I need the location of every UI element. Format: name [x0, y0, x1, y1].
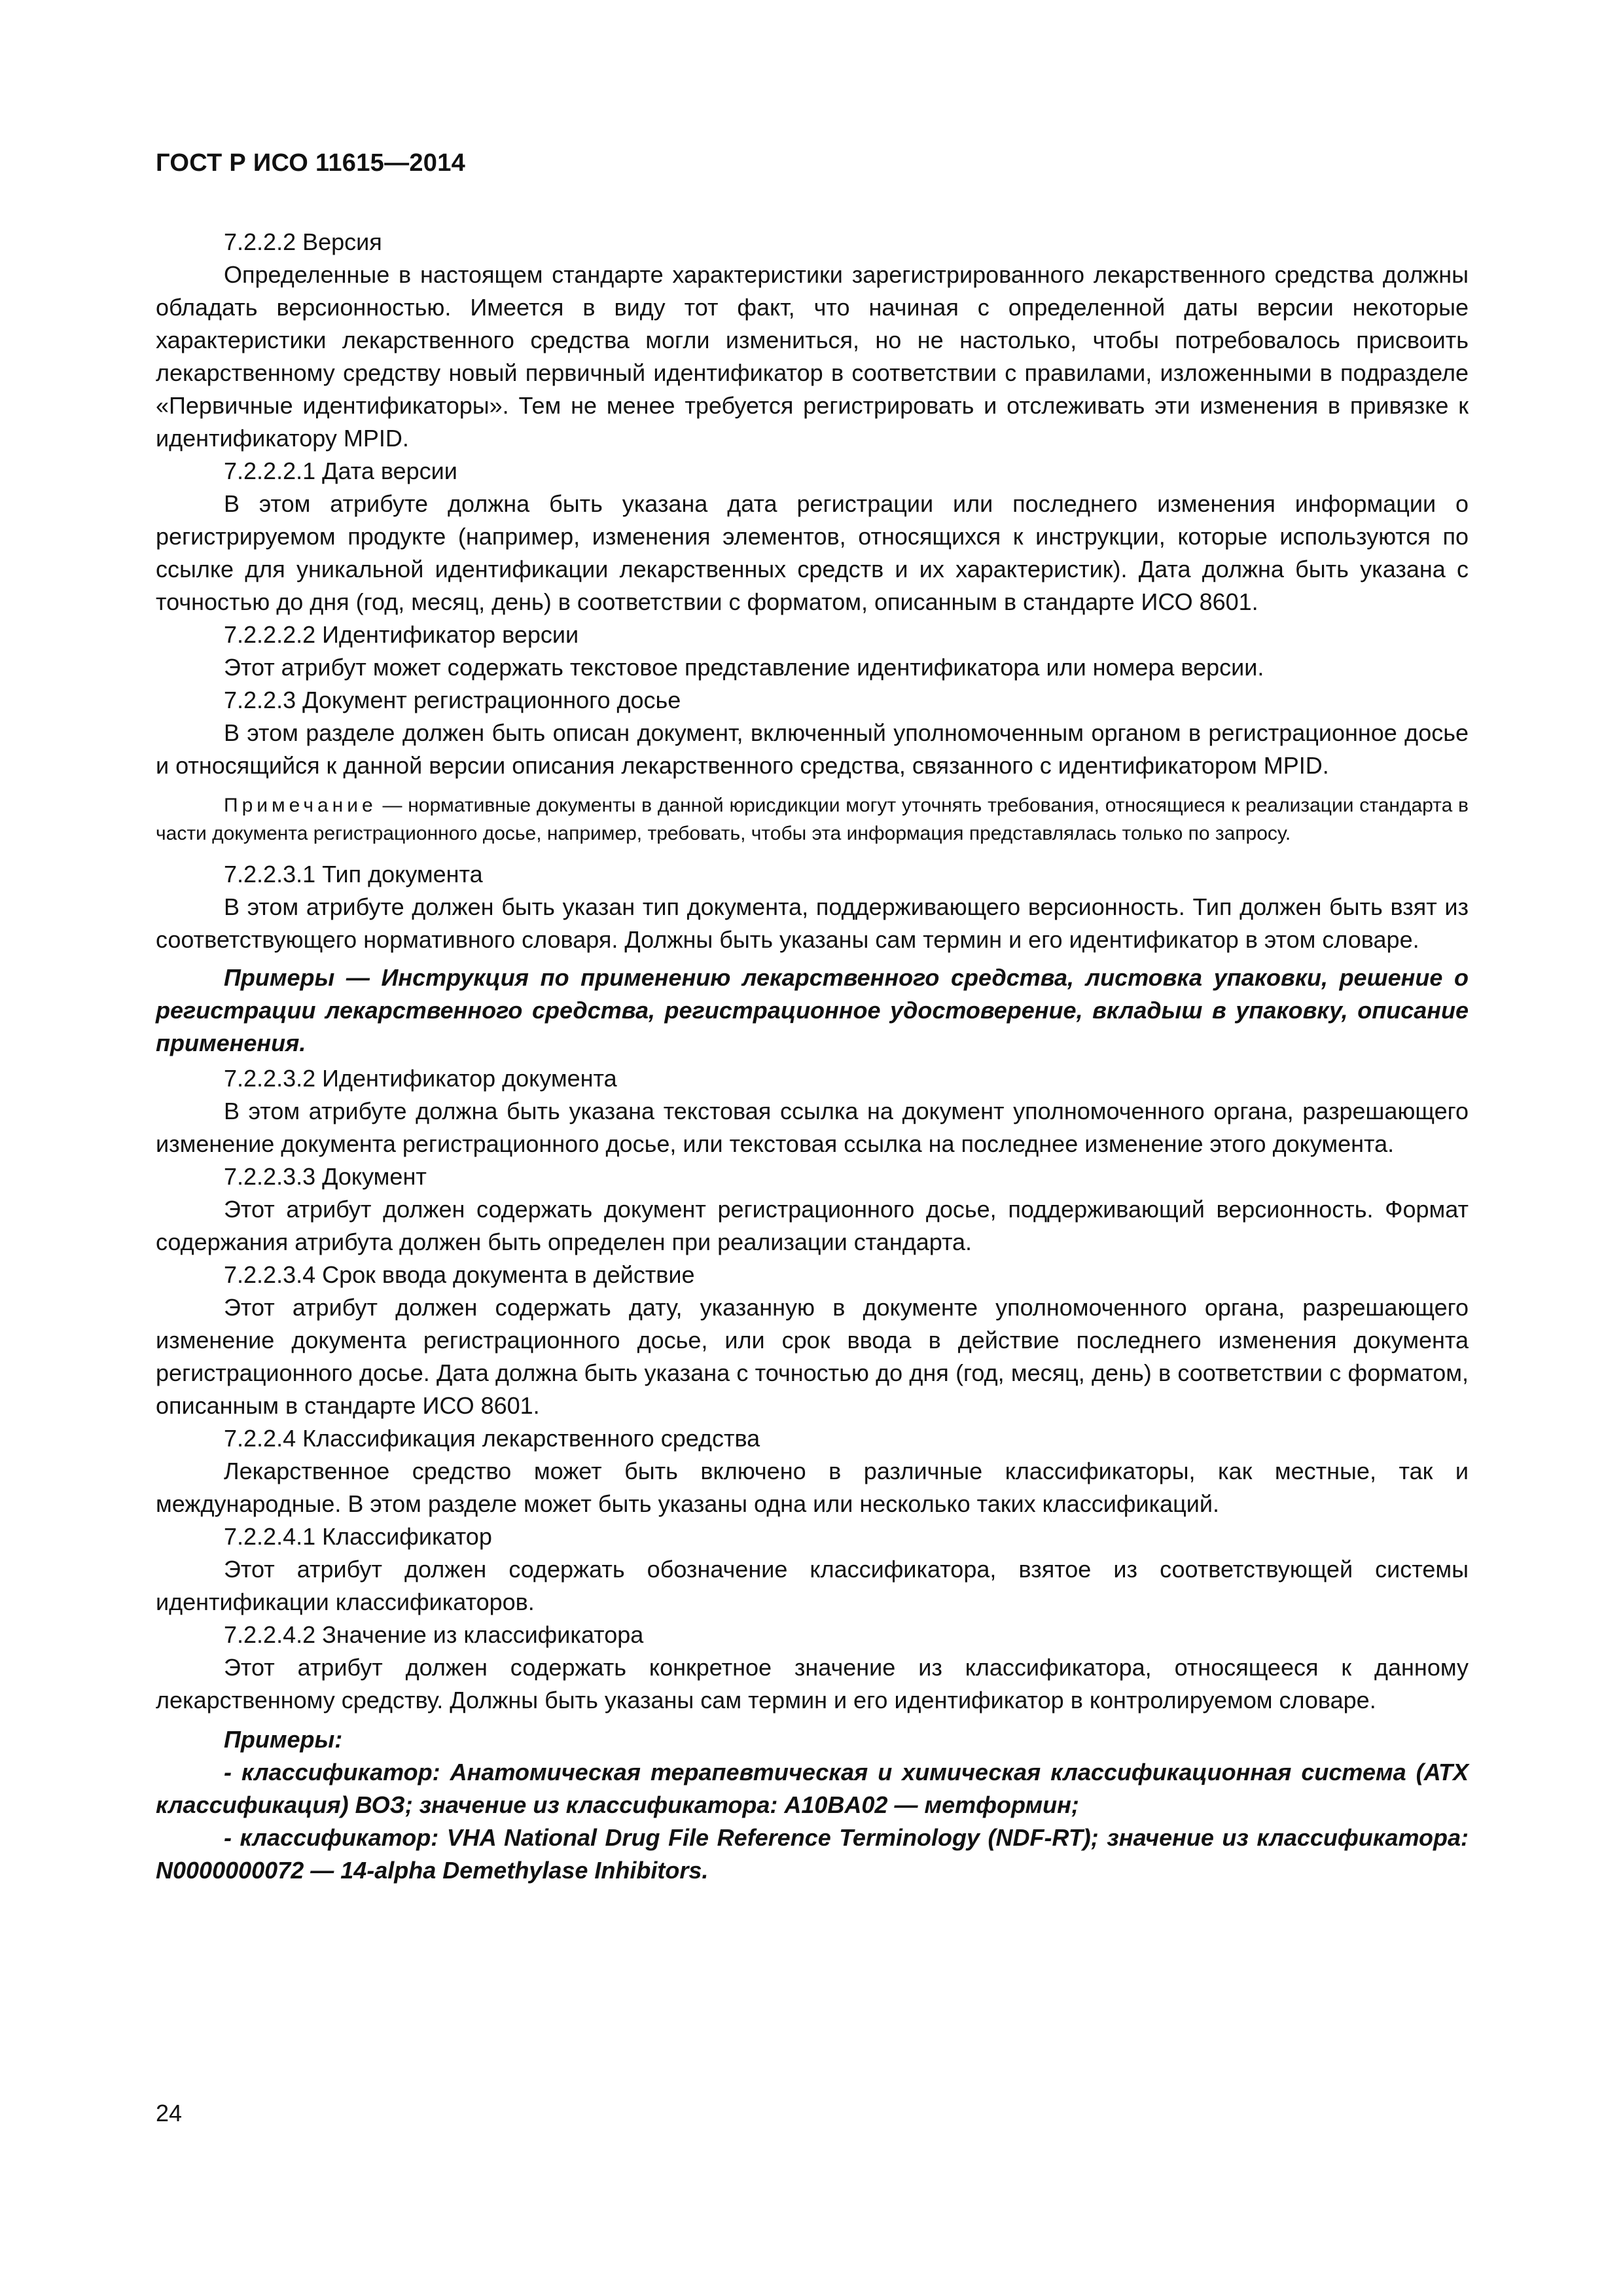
- paragraph-classifier-value: Этот атрибут должен содержать конкретное значение из классификатора, относящееся к данному лекарственному средству. Должны быть указаны сам термин и его идентификатор в контролируемом словаре.: [156, 1654, 1469, 1713]
- paragraph-version-id: Этот атрибут может содержать текстовое представление идентификатора или номера версии.: [224, 654, 1264, 681]
- note-text: — нормативные документы в данной юрисдикции могут уточнять требования, относящиеся к реализации стандарта в части документа регистрационного досье, например, требовать, чтобы эта информация представлялась только по запросу.: [156, 795, 1469, 844]
- section-heading-7-2-2-2: 7.2.2.2 Версия: [224, 228, 382, 255]
- section-heading-7-2-2-4-1: 7.2.2.4.1 Классификатор: [224, 1523, 492, 1550]
- section-heading-7-2-2-3: 7.2.2.3 Документ регистрационного досье: [224, 687, 681, 713]
- paragraph-classification: Лекарственное средство может быть включено в различные классификаторы, как местные, так и международные. В этом разделе может быть указаны одна или несколько таких классификаций.: [156, 1458, 1469, 1517]
- paragraph-document-id: В этом атрибуте должна быть указана текстовая ссылка на документ уполномоченного органа, разрешающего изменение документа регистрационного досье, или текстовая ссылка на последнее изменение этого документа.: [156, 1098, 1469, 1157]
- paragraph-document: Этот атрибут должен содержать документ регистрационного досье, поддерживающий версионность. Формат содержания атрибута должен быть определен при реализации стандарта.: [156, 1196, 1469, 1255]
- paragraph-registration-document: В этом разделе должен быть описан документ, включенный уполномоченным органом в регистрационное досье и относящийся к данной версии описания лекарственного средства, связанного с идентификатором MPID.: [156, 719, 1469, 779]
- section-heading-7-2-2-3-4: 7.2.2.3.4 Срок ввода документа в действие: [224, 1261, 695, 1288]
- section-heading-7-2-2-4: 7.2.2.4 Классификация лекарственного средства: [224, 1425, 760, 1452]
- paragraph-version-date: В этом атрибуте должна быть указана дата регистрации или последнего изменения информации о регистрируемом продукте (например, изменения элементов, относящихся к инструкции, которые используются по ссылке для уникальной идентификации лекарственных средств и их характеристик). Дата должна быть указана с точностью до дня (год, месяц, день) в соответствии с форматом, описанным в стандарте ИСО 8601.: [156, 490, 1469, 615]
- example-item-atc: - классификатор: Анатомическая терапевтическая и химическая классификационная система (АТХ классификация) ВОЗ; значение из классификатора: A10BA02 — метформин;: [156, 1759, 1469, 1818]
- section-heading-7-2-2-3-1: 7.2.2.3.1 Тип документа: [224, 861, 483, 888]
- document-header: ГОСТ Р ИСО 11615—2014: [156, 149, 466, 177]
- section-heading-7-2-2-3-2: 7.2.2.3.2 Идентификатор документа: [224, 1065, 617, 1092]
- examples-document-types: Примеры — Инструкция по применению лекарственного средства, листовка упаковки, решение о регистрации лекарственного средства, регистрационное удостоверение, вкладыш в упаковку, описание применения.: [156, 964, 1469, 1056]
- examples-title: Примеры:: [224, 1726, 343, 1753]
- section-heading-7-2-2-3-3: 7.2.2.3.3 Документ: [224, 1163, 427, 1190]
- note-paragraph: [156, 791, 1469, 848]
- example-item-ndf-rt: - классификатор: VHA National Drug File Reference Terminology (NDF-RT); значение из классификатора: N0000000072 — 14-alpha Demethylase Inhibitors.: [156, 1824, 1469, 1884]
- section-heading-7-2-2-4-2: 7.2.2.4.2 Значение из классификатора: [224, 1621, 644, 1648]
- paragraph-effective-date: Этот атрибут должен содержать дату, указанную в документе уполномоченного органа, разрешающего изменение документа регистрационного досье, или срок ввода в действие последнего изменения документа регистрационного досье. Дата должна быть указана с точностью до дня (год, месяц, день) в соответствии с форматом, описанным в стандарте ИСО 8601.: [156, 1294, 1469, 1419]
- document-body: [156, 226, 1469, 1887]
- paragraph-classifier: Этот атрибут должен содержать обозначение классификатора, взятое из соответствующей системы идентификации классификаторов.: [156, 1556, 1469, 1615]
- note-label: Примечание: [224, 795, 377, 816]
- section-heading-7-2-2-2-2: 7.2.2.2.2 Идентификатор версии: [224, 621, 579, 648]
- section-heading-7-2-2-2-1: 7.2.2.2.1 Дата версии: [224, 457, 457, 484]
- paragraph-document-type: В этом атрибуте должен быть указан тип документа, поддерживающего версионность. Тип должен быть взят из соответствующего нормативного словаря. Должны быть указаны сам термин и его идентификатор в этом словаре.: [156, 893, 1469, 953]
- paragraph-version: Определенные в настоящем стандарте характеристики зарегистрированного лекарственного средства должны обладать версионностью. Имеется в виду тот факт, что начиная с определенной даты версии некоторые характеристики лекарственного средства могли измениться, но не настолько, чтобы потребовалось присвоить лекарственному средству новый первичный идентификатор в соответствии с правилами, изложенными в подразделе «Первичные идентификаторы». Тем не менее требуется регистрировать и отслеживать эти изменения в привязке к идентификатору MPID.: [156, 261, 1469, 452]
- page-number: 24: [156, 2100, 183, 2126]
